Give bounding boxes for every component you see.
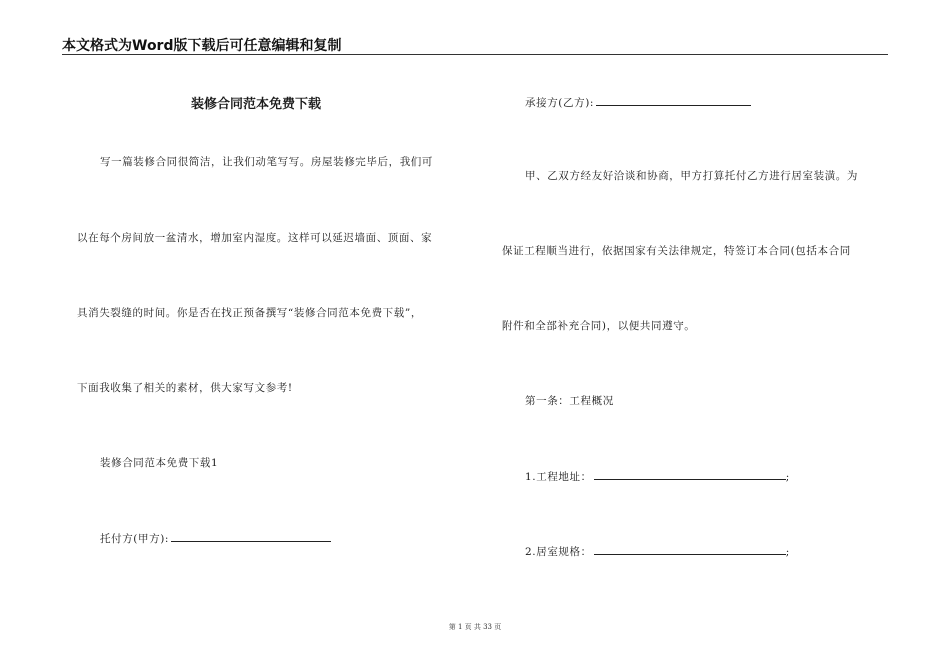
item-room-size-label: 2.居室规格： [525, 546, 592, 558]
item-room-size-end: ; [785, 546, 790, 558]
client-label: 托付方(甲方): [100, 533, 170, 545]
article-heading: 第一条：工程概况 [525, 395, 614, 407]
paragraph-line: 甲、乙双方经友好洽谈和协商，甲方打算托付乙方进行居室装潢。为 [525, 170, 858, 182]
client-field-row [100, 530, 331, 546]
paragraph-line: 附件和全部补充合同)，以便共同遵守。 [502, 320, 696, 332]
room-size-blank-line [594, 543, 786, 555]
item-address-end: ; [785, 471, 790, 483]
contractor-blank-line [596, 94, 751, 106]
paragraph-line: 以在每个房间放一盆清水，增加室内湿度。这样可以延迟墙面、顶面、家 [77, 232, 433, 244]
paragraph-line: 写一篇装修合同很简洁，让我们动笔写写。房屋装修完毕后，我们可 [100, 156, 433, 168]
page-number: 第 1 页 共 33 页 [448, 623, 502, 631]
paragraph-line: 下面我收集了相关的素材，供大家写文参考! [77, 382, 293, 394]
item-address-label: 1.工程地址： [525, 471, 592, 483]
contractor-field-row [525, 94, 751, 110]
paragraph-line: 保证工程顺当进行，依据国家有关法律规定，特签订本合同(包括本合同 [502, 245, 851, 257]
paragraph-line: 具消失裂缝的时间。你是否在找正预备撰写“装修合同范本免费下载”， [77, 307, 422, 319]
section-subtitle: 装修合同范本免费下载1 [100, 457, 219, 469]
address-blank-line [594, 468, 786, 480]
item-room-size-row [525, 543, 790, 559]
document-header-note: 本文格式为Word版下载后可任意编辑和复制 [62, 38, 342, 54]
header-divider [62, 54, 888, 55]
client-blank-line [171, 530, 331, 542]
document-title: 装修合同范本免费下载 [191, 97, 322, 112]
item-address-row [525, 468, 790, 484]
contractor-label: 承接方(乙方): [525, 97, 595, 109]
